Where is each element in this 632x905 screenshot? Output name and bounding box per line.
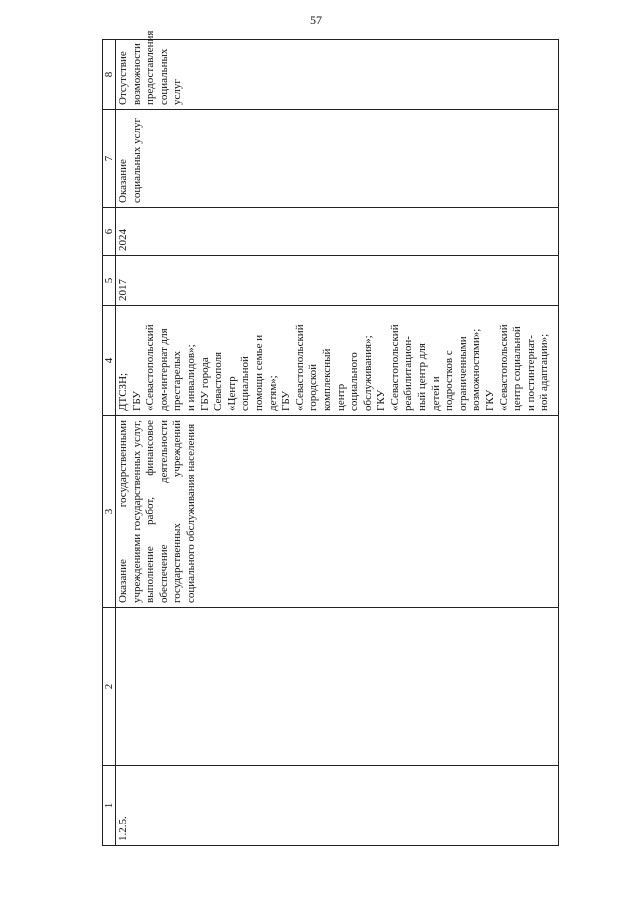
executor-line: «Центр	[225, 376, 238, 411]
executor-line: реабилитацион-	[402, 336, 415, 411]
column-number-row	[103, 40, 116, 846]
executor-line: детям»;	[266, 375, 279, 411]
executor-line: ГБУ	[130, 390, 143, 411]
executor-line: центр социальной	[511, 326, 524, 411]
measure-description-cell: Оказание государственными учреждениями государственных услуг, выполнение работ, финансовое обеспечение деятельности государственных учреждений социального обслуживания населения	[116, 416, 559, 608]
executor-line: и постинтернат-	[524, 335, 537, 411]
column-number-1: 1	[103, 766, 116, 846]
column-number-8: 8	[103, 40, 116, 110]
executor-line: «Севастопольский	[497, 324, 510, 411]
column-number-5: 5	[103, 256, 116, 306]
executor-line: «Севастопольский	[388, 324, 401, 411]
executor-line: ной адаптации»;	[538, 333, 551, 411]
executor-line: обслуживания»;	[361, 335, 374, 411]
page-number: 57	[310, 13, 322, 27]
program-table	[102, 30, 559, 846]
executor-line: возможностями»;	[470, 328, 483, 411]
table-row	[116, 40, 559, 846]
executor-line: городской	[307, 363, 320, 411]
column-number-7: 7	[103, 110, 116, 208]
executor-line: престарелых	[171, 350, 184, 411]
start-year-cell: 2017	[116, 256, 559, 306]
executor-line: центр	[334, 383, 347, 411]
executor-line: комплексный	[320, 348, 333, 411]
executor-line: социальной	[239, 356, 252, 411]
consequences-cell: Отсутствие возможности предоставления социальных услуг	[116, 40, 559, 110]
landscape-page	[102, 30, 572, 846]
executor-line: ограниченными	[456, 336, 469, 411]
column-number-2: 2	[103, 608, 116, 766]
expected-result-cell: Оказание социальных услуг	[116, 110, 559, 208]
executor-line: ГКУ	[484, 389, 497, 411]
column-number-6: 6	[103, 208, 116, 256]
executor-line: Севастополя	[212, 351, 225, 411]
executor-line: ГБУ города	[198, 357, 211, 411]
executor-line: ГКУ	[375, 389, 388, 411]
executor-line: дом-интернат для	[157, 328, 170, 411]
executor-line: помощи семье и	[252, 334, 265, 411]
executor-line: «Севастопольский	[144, 324, 157, 411]
executor-line: детей и	[429, 376, 442, 411]
executor-line: социального	[348, 352, 361, 411]
executor-line: ГБУ	[280, 390, 293, 411]
executor-line: ДТСЗН;	[117, 372, 129, 411]
end-year-cell: 2024	[116, 208, 559, 256]
empty-cell	[116, 608, 559, 766]
column-number-4: 4	[103, 306, 116, 416]
executor-line: подростков с	[443, 350, 456, 411]
executor-line: ный центр для	[416, 343, 429, 411]
rotated-sheet	[102, 30, 572, 846]
executor-line: и инвалидов»;	[184, 344, 197, 411]
item-number-cell: 1.2.5.	[116, 766, 559, 846]
column-number-3: 3	[103, 416, 116, 608]
executor-line: «Севастопольский	[293, 324, 306, 411]
executors-cell	[116, 306, 559, 416]
